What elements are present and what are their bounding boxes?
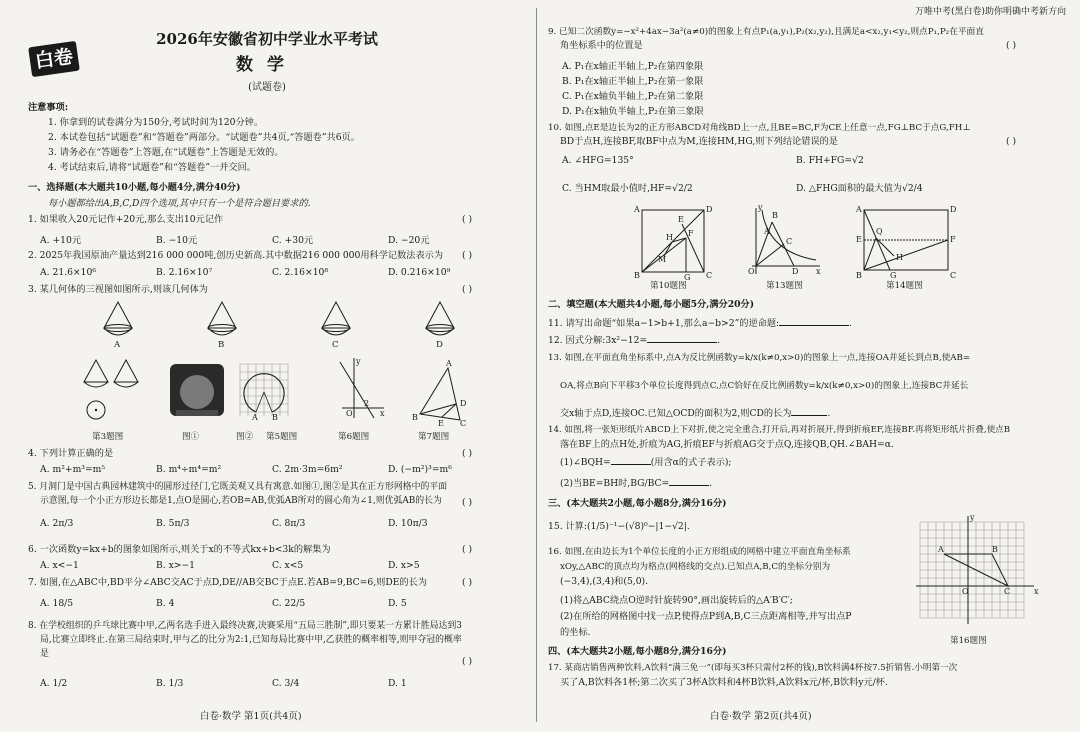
svg-text:x: x <box>380 409 385 418</box>
grid-figure-q16 <box>912 514 1042 630</box>
question-14-line: 14. 如图,将一张矩形纸片ABCD上下对折,使之完全重合,打开后,再对折展开,得到折痕EF,连接BF.再将矩形纸片折叠,使点B <box>548 425 1011 435</box>
note-item: 3. 请务必在“答题卷”上答题,在“试题卷”上答题是无效的。 <box>48 147 284 158</box>
svg-text:B: B <box>634 271 640 280</box>
question-14-line: 落在BF上的点H处,折痕为AG,折痕EF与折痕AG交于点Q,连接QB,QH.∠BAH=α. <box>560 439 894 450</box>
svg-text:Q: Q <box>876 227 883 236</box>
q3-label-c: C <box>332 340 339 350</box>
fig-caption-fig1: 图① <box>182 432 200 442</box>
fig-caption-q14: 第14题图 <box>886 281 923 291</box>
svg-text:D: D <box>460 399 467 408</box>
svg-text:E: E <box>856 235 862 244</box>
q7-option-d: D. 5 <box>388 598 407 609</box>
fig-caption-q10: 第10题图 <box>650 281 687 291</box>
figure-b-icon <box>208 302 236 335</box>
svg-text:D: D <box>706 205 713 214</box>
svg-text:B: B <box>992 545 998 554</box>
fig-caption-q16: 第16题图 <box>950 636 987 646</box>
svg-text:D: D <box>950 205 957 214</box>
q5-option-d: D. 10π/3 <box>388 518 428 529</box>
svg-text:C: C <box>950 271 957 280</box>
question-14-part-2 <box>560 476 712 490</box>
question-10-line: 10. 如图,点E是边长为2的正方形ABCD对角线BD上一点,且BE=BC,F为CE上任意一点,FG⊥BC于点G,FH⊥ <box>548 123 971 133</box>
fig-caption-q13: 第13题图 <box>766 281 803 291</box>
question-16-line: 16. 如图,在由边长为1个单位长度的小正方形组成的网格中建立平面直角坐标系 <box>548 547 851 557</box>
fig-caption-q7: 第7题图 <box>418 432 450 442</box>
question-5-line: 示意图,每一个小正方形边长都是1,点O是圆心,若OB=AB,优弧AB所对的圆心角为∠1,则优弧AB的长为 <box>40 496 442 506</box>
triangle-figure <box>412 359 468 428</box>
q3-label-b: B <box>218 340 225 350</box>
answer-blank[interactable] <box>791 406 827 416</box>
question-16-line: (2)在所给的网格图中找一点P,使得点P到A,B,C三点距离相等,并写出点P <box>560 611 852 622</box>
svg-text:B: B <box>412 413 418 422</box>
svg-text:C: C <box>1004 587 1011 596</box>
exam-title: 2026年安徽省初中学业水平考试 <box>156 30 378 48</box>
moon-gate-figures <box>168 362 298 424</box>
answer-paren: ( ) <box>462 284 473 295</box>
question-6-stem: 6. 一次函数y=kx+b的图象如图所示,则关于x的不等式kx+b<3k的解集为 <box>28 544 331 555</box>
answer-blank[interactable] <box>611 455 651 465</box>
answer-paren: ( ) <box>462 448 473 459</box>
svg-text:E: E <box>678 215 684 224</box>
section-1-heading: 一、选择题(本大题共10小题,每小题4分,满分40分) <box>28 182 241 193</box>
svg-text:C: C <box>706 271 713 280</box>
svg-text:O: O <box>748 267 755 276</box>
question-13-text: 交x轴于点D,连接OC.已知△OCD的面积为2,则CD的长为 <box>560 408 792 419</box>
q2-option-d: D. 0.216×10⁹ <box>388 267 451 278</box>
q6-option-a: A. x<−1 <box>40 560 79 571</box>
question-1-stem: 1. 如果收入20元记作+20元,那么支出10元记作 <box>28 214 224 225</box>
page-divider <box>536 8 537 722</box>
q4-option-b: B. m⁴÷m⁴=m² <box>156 464 222 475</box>
q10-option-a: A. ∠HFG=135° <box>562 155 634 166</box>
question-14-part-1 <box>560 455 732 469</box>
page-2 <box>540 0 1080 732</box>
note-item: 2. 本试卷包括“试题卷”和“答题卷”两部分。“试题卷”共4页,“答题卷”共6页。 <box>48 132 360 143</box>
question-9-line: 角坐标系中的位置是 <box>560 40 643 51</box>
question-15-stem: 15. 计算:(1/5)⁻¹−(√8)⁰−|1−√2|. <box>548 521 690 532</box>
fig-caption-q6: 第6题图 <box>338 432 370 442</box>
q6-option-d: D. x>5 <box>388 560 420 571</box>
question-16-line: 的坐标. <box>560 627 591 638</box>
answer-paren: ( ) <box>462 214 473 225</box>
svg-text:A: A <box>446 359 452 368</box>
section-1-instruction: 每小题都给出A,B,C,D四个选项,其中只有一个是符合题目要求的. <box>48 198 311 209</box>
svg-text:A: A <box>634 205 640 214</box>
question-16-line: (−3,4),(3,4)和(5,0). <box>560 576 649 587</box>
svg-text:H: H <box>896 253 903 262</box>
question-3-stem: 3. 某几何体的三视图如图所示,则该几何体为 <box>28 284 208 295</box>
q4-option-c: C. 2m·3m=6m² <box>272 464 343 475</box>
question-17-line: 买了A,B饮料各1杯;第二次买了3杯A饮料和4杯B饮料,A饮料x元/杯,B饮料y元/杯. <box>560 677 888 688</box>
q2-option-b: B. 2.16×10⁷ <box>156 267 213 278</box>
answer-paren: ( ) <box>462 656 473 667</box>
answer-paren: ( ) <box>462 577 473 588</box>
answer-paren: ( ) <box>462 544 473 555</box>
svg-text:A: A <box>938 545 944 554</box>
answer-blank[interactable] <box>647 333 717 343</box>
svg-text:y: y <box>970 513 975 522</box>
svg-text:B: B <box>272 413 278 422</box>
q5-option-a: A. 2π/3 <box>40 518 74 529</box>
svg-text:A: A <box>856 205 862 214</box>
linear-function-figure <box>336 356 386 422</box>
svg-text:A: A <box>252 413 258 422</box>
question-10-line: BD于点H,连接BF,取BF中点为M,连接HM,HG,则下列结论错误的是 <box>560 136 838 147</box>
question-2-stem: 2. 2025年我国原油产量达到216 000 000吨,创历史新高.其中数据216 000 000用科学记数法表示为 <box>28 250 444 261</box>
figure-c-icon <box>322 302 350 335</box>
section-2-heading: 二、填空题(本大题共4小题,每小题5分,满分20分) <box>548 299 755 310</box>
question-16-line: (1)将△ABC绕点O逆时针旋转90°,画出旋转后的△A′B′C′; <box>560 595 793 606</box>
svg-text:y: y <box>758 203 763 212</box>
notes-heading: 注意事项: <box>28 102 69 113</box>
figure-a-icon <box>104 302 132 335</box>
question-5-line: 5. 月洞门是中国古典园林建筑中的圆形过径门,它既美观又具有寓意.如图①,图②是其在正方形网格中的平面 <box>28 482 448 492</box>
answer-paren: ( ) <box>1006 136 1017 147</box>
paper-kind: (试题卷) <box>248 82 286 93</box>
svg-text:F: F <box>688 229 694 238</box>
three-view-figure <box>80 358 150 430</box>
svg-text:2: 2 <box>364 399 370 408</box>
q1-option-b: B. −10元 <box>156 235 198 246</box>
svg-text:B: B <box>856 271 862 280</box>
question-12-text: 12. 因式分解:3x²−12= <box>548 335 648 346</box>
figure-d-icon <box>426 302 454 335</box>
q2-option-a: A. 21.6×10⁶ <box>40 267 97 278</box>
q7-option-b: B. 4 <box>156 598 175 609</box>
question-14-part-1-tail: (用含α的式子表示); <box>650 457 732 468</box>
q9-option-a: A. P₁在x轴正半轴上,P₂在第四象限 <box>562 61 704 72</box>
q8-option-b: B. 1/3 <box>156 678 184 689</box>
question-11-stem: 11. 请写出命题“如果a−1>b+1,那么a−b>2”的逆命题: . <box>548 318 853 329</box>
page-1 <box>0 0 534 732</box>
question-12-stem: 12. 因式分解:3x²−12= . <box>548 335 721 346</box>
q9-option-d: D. P₁在x轴负半轴上,P₂在第三象限 <box>562 106 704 117</box>
square-figure-q10 <box>634 204 714 280</box>
q3-label-a: A <box>114 340 121 350</box>
svg-text:O: O <box>962 587 969 596</box>
rectangle-fold-figure-q14 <box>856 204 956 280</box>
question-13-line: OA,将点B向下平移3个单位长度得到点C,点C恰好在反比例函数y=k/x(k≠0,x>0)的图象上,连接BC并延长 <box>560 381 969 391</box>
q7-option-a: A. 18/5 <box>40 598 74 609</box>
svg-text:F: F <box>950 235 956 244</box>
svg-text:D: D <box>792 267 799 276</box>
question-11-text: 11. 请写出命题“如果a−1>b+1,那么a−b>2”的逆命题: <box>548 318 780 329</box>
question-14-part-2-text: (2)当BE=BH时,BG/BC= <box>560 478 670 489</box>
answer-paren: ( ) <box>1006 40 1017 51</box>
q10-option-d: D. △FHG面积的最大值为√2/4 <box>796 183 923 194</box>
q10-option-b: B. FH+FG=√2 <box>796 155 864 166</box>
q9-option-c: C. P₁在x轴负半轴上,P₂在第二象限 <box>562 91 704 102</box>
svg-text:x: x <box>816 267 821 276</box>
question-8-line: 是 <box>40 649 49 659</box>
q3-label-d: D <box>436 340 443 350</box>
fig-caption-q3: 第3题图 <box>92 432 124 442</box>
question-8-line: 8. 在学校组织的乒乓球比赛中甲,乙两名选手进入最终决赛,决赛采用“五局三胜制”,即只要某一方累计胜局达到3 <box>28 621 462 631</box>
section-4-heading: 四、(本大题共2小题,每小题8分,满分16分) <box>548 646 727 657</box>
svg-text:A: A <box>764 227 770 236</box>
question-8-line: 局,比赛立即终止.在第三局结束时,甲与乙的比分为2:1,已知每局比赛中甲,乙获胜的概率相等,则甲夺冠的概率 <box>40 635 462 645</box>
answer-paren: ( ) <box>462 250 473 261</box>
q5-option-c: C. 8π/3 <box>272 518 306 529</box>
q4-option-d: D. (−m²)³=m⁶ <box>388 464 452 475</box>
section-3-heading: 三、(本大题共2小题,每小题8分,满分16分) <box>548 498 727 509</box>
hyperbola-figure-q13 <box>744 204 824 280</box>
answer-blank[interactable] <box>669 476 709 486</box>
question-4-stem: 4. 下列计算正确的是 <box>28 448 114 459</box>
brand-slogan: 万唯中考(黑白卷)助你明确中考新方向 <box>914 7 1066 17</box>
svg-text:G: G <box>684 273 691 282</box>
q5-option-b: B. 5π/3 <box>156 518 190 529</box>
note-item: 1. 你拿到的试卷满分为150分,考试时间为120分钟。 <box>48 117 264 128</box>
svg-text:C: C <box>786 237 793 246</box>
note-item: 4. 考试结束后,请将“试题卷”和“答题卷”一并交回。 <box>48 162 256 173</box>
q1-option-d: D. −20元 <box>388 235 430 246</box>
svg-text:M: M <box>658 255 667 264</box>
q6-option-b: B. x>−1 <box>156 560 196 571</box>
svg-text:E: E <box>438 419 444 428</box>
q7-option-c: C. 22/5 <box>272 598 306 609</box>
fig-caption-q5: 第5题图 <box>266 432 298 442</box>
answer-blank[interactable] <box>779 316 849 326</box>
q2-option-c: C. 2.16×10⁸ <box>272 267 329 278</box>
svg-text:H: H <box>666 233 673 242</box>
q8-option-d: D. 1 <box>388 678 407 689</box>
q6-option-c: C. x<5 <box>272 560 304 571</box>
svg-text:O: O <box>346 409 353 418</box>
svg-text:G: G <box>890 271 897 280</box>
subject-title: 数学 <box>236 55 298 75</box>
question-13-line: 13. 如图,在平面直角坐标系中,点A为反比例函数y=k/x(k≠0,x>0)的图象上一点,连接OA并延长到点B,使AB= <box>548 353 971 363</box>
q3-option-figures <box>90 298 470 354</box>
q10-option-c: C. 当HM取最小值时,HF=√2/2 <box>562 183 693 194</box>
svg-text:y: y <box>356 357 361 366</box>
question-7-stem: 7. 如图,在△ABC中,BD平分∠ABC交AC于点D,DE//AB交BC于点E.若AB=9,BC=6,则DE的长为 <box>28 577 427 588</box>
q9-option-b: B. P₁在x轴正半轴上,P₂在第一象限 <box>562 76 704 87</box>
q1-option-c: C. +30元 <box>272 235 314 246</box>
question-14-part-2-tail: . <box>709 478 713 489</box>
paper-badge: 白卷 <box>28 41 80 77</box>
answer-paren: ( ) <box>462 497 473 508</box>
question-9-line: 9. 已知二次函数y=−x²+4ax−3a²(a≠0)的图象上有点P₁(a,y₁),P₂(x₂,y₂),且满足a<x₂,y₁<y₂,则点P₁,P₂在平面直 <box>548 27 984 37</box>
question-14-part-1-text: (1)∠BQH= <box>560 457 611 468</box>
q1-option-a: A. +10元 <box>40 235 82 246</box>
q8-option-c: C. 3/4 <box>272 678 300 689</box>
page-footer-left: 白卷·数学 第1页(共4页) <box>200 711 302 722</box>
fig-caption-fig2: 图② <box>236 432 254 442</box>
question-13-line: 交x轴于点D,连接OC.已知△OCD的面积为2,则CD的长为 . <box>560 408 831 419</box>
q4-option-a: A. m²+m³=m⁵ <box>40 464 106 475</box>
question-16-line: xOy,△ABC的顶点均为格点(网格线的交点).已知点A,B,C的坐标分别为 <box>560 562 831 572</box>
svg-text:C: C <box>460 419 467 428</box>
page-footer-right: 白卷·数学 第2页(共4页) <box>710 711 812 722</box>
question-17-line: 17. 某商店销售两种饮料,A饮料“满三免一”(即每买3杯只需付2杯的钱),B饮料满4杯按7.5折销售.小明第一次 <box>548 663 958 673</box>
svg-text:B: B <box>772 211 778 220</box>
svg-text:x: x <box>1034 587 1039 596</box>
q8-option-a: A. 1/2 <box>40 678 68 689</box>
